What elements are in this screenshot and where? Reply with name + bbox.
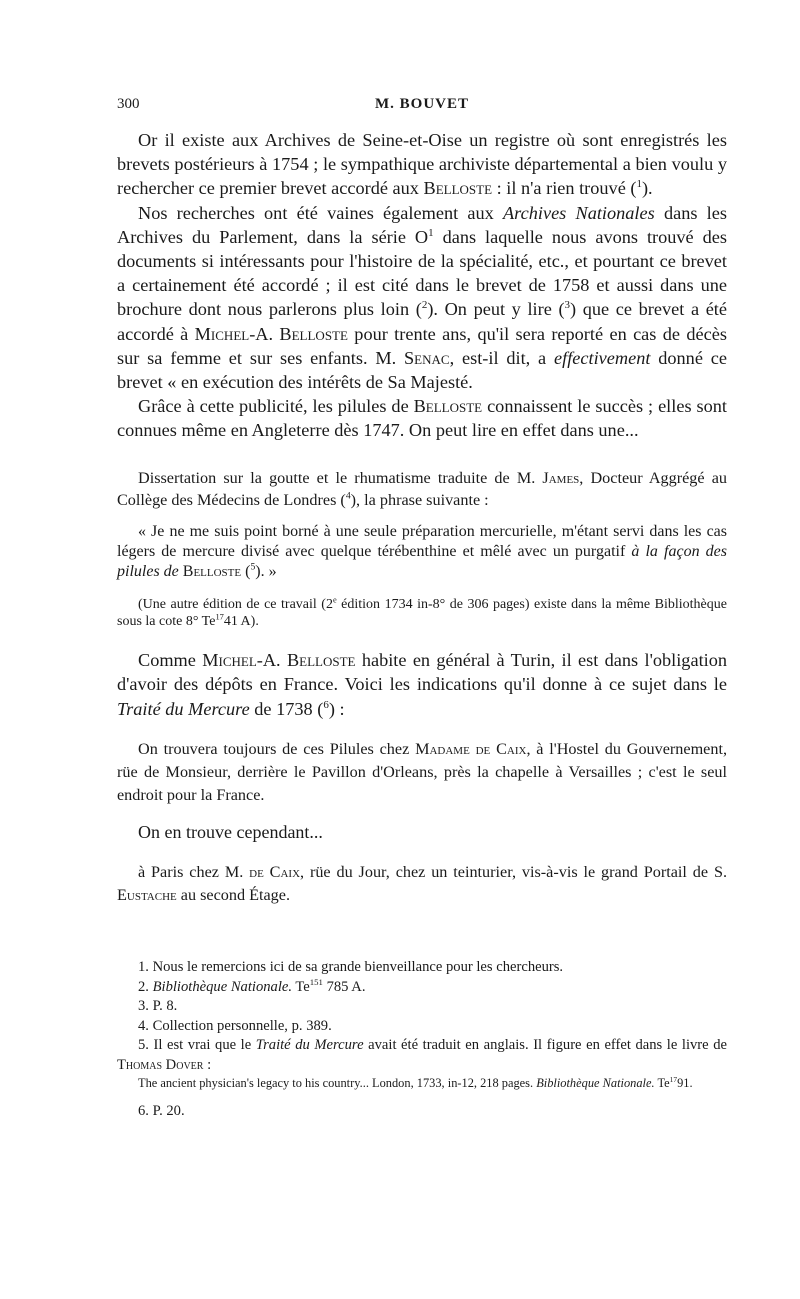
paragraph-recherches: Nos recherches ont été vaines également aux Archives Nationales dans les Archives du Parlement, dans la série $O^1$ dans laquelle nous avons trouvé des documents si intéressants pour l'histoire de la spécialité, etc., et pourtant ce brevet a certainement été accordé ; il est cité dans le brevet de 1758 et aussi dans une brochure dont nous parlerons plus loin ($^2$). On peut y lire ($^3$) que ce brevet a été accordé à Michel-A. Belloste pour trente ans, qu'il sera reporté en cas de décès sur sa femme et sur ses enfants. M. Senac, est-il dit, a effectivement donné ce brevet « en exécution des intérêts de Sa Majesté. bbox=[117, 202, 727, 393]
footnote-2: 2. Bibliothèque Nationale. Te$^{151}$ 785 A. bbox=[138, 976, 366, 995]
paragraph-paris: à Paris chez M. de Caix, rüe du Jour, chez un teinturier, vis-à-vis le grand Portail de S. Eustache au second Étage. bbox=[117, 863, 727, 905]
footnote-6: 6. P. 20. bbox=[138, 1103, 185, 1119]
paragraph-pilules-versailles: On trouvera toujours de ces Pilules chez Madame de Caix, à l'Hostel du Gouvernement, rüe de Monsieur, derrière le Pavillon d'Orleans, près la chapelle à Versailles ; c'est le seul endroit pour la France. bbox=[117, 740, 727, 805]
paragraph-publicite: Grâce à cette publicité, les pilules de Belloste connaissent le succès ; elles sont connues même en Angleterre dès 1747. On peut lire en effet dans une... bbox=[117, 396, 727, 441]
footnotes bbox=[117, 958, 727, 1122]
running-head bbox=[117, 96, 727, 118]
footnote-3: 3. P. 8. bbox=[138, 998, 178, 1014]
quotation-preparation-mercurielle: « Je ne me suis point borné à une seule préparation mercurielle, m'étant servi dans les cas légers de mercure divisé avec quelque térébenthine et mêlé avec un purgatif à la façon des pilules de Belloste ($^5$). » bbox=[117, 522, 727, 580]
footnote-5: 5. Il est vrai que le Traité du Mercure avait été traduit en anglais. Il figure en effet dans le livre de Thomas Dover : bbox=[117, 1037, 727, 1073]
paragraph-dissertation: Dissertation sur la goutte et le rhumatisme traduite de M. James, Docteur Aggrégé au Collège des Médecins de Londres ($^4$), la phrase suivante : bbox=[117, 468, 727, 509]
paragraph-on-en-trouve: On en trouve cependant... bbox=[138, 822, 323, 843]
paragraph-archives-seine-et-oise: Or il existe aux Archives de Seine-et-Oise un registre où sont enregistrés les brevets postérieurs à 1754 ; le sympathique archiviste départemental a bien voulu y rechercher ce premier brevet accordé aux Belloste : il n'a rien trouvé ($^1$). bbox=[117, 130, 727, 199]
paragraph-autre-edition: (Une autre édition de ce travail (2e édition 1734 in-8° de 306 pages) existe dans la même Bibliothèque sous la cote 8° Te$^{17}$41 A). bbox=[117, 594, 727, 630]
page-header-title: M. BOUVET bbox=[374, 96, 469, 112]
footnote-5-reference: The ancient physician's legacy to his country... London, 1733, in-12, 218 pages. Bibliothèque Nationale. Te$^{17}$91. bbox=[138, 1074, 693, 1090]
body-text bbox=[117, 128, 727, 907]
page-number: 300 bbox=[117, 96, 140, 112]
footnote-1: 1. Nous le remercions ici de sa grande bienveillance pour les chercheurs. bbox=[138, 959, 564, 975]
footnote-4: 4. Collection personnelle, p. 389. bbox=[138, 1017, 332, 1034]
paragraph-turin: Comme Michel-A. Belloste habite en général à Turin, il est dans l'obligation d'avoir des dépôts en France. Voici les indications qu'il donne à ce sujet dans le Traité du Mercure de 1738 ($^6$) : bbox=[117, 649, 728, 719]
